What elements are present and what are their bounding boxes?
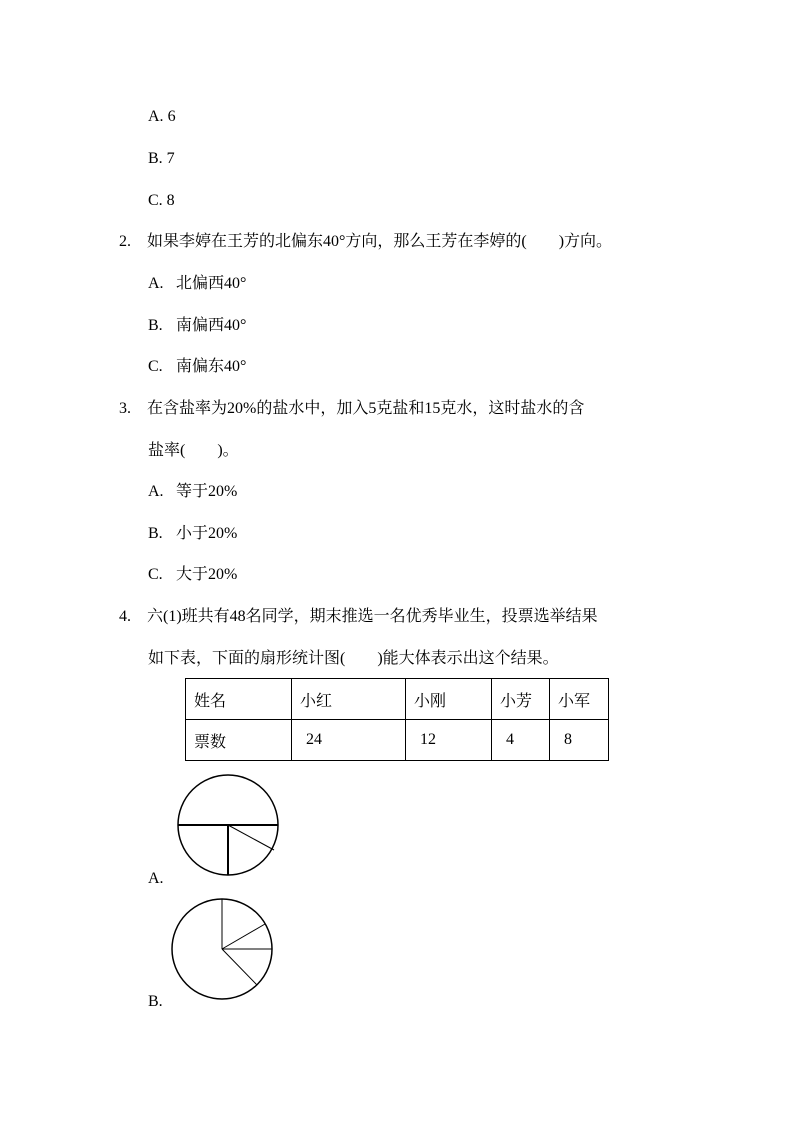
option-text: 8 [166,192,175,209]
pie-divider-upper-right [222,924,265,949]
table-cell: 票数 [186,720,292,761]
prev-option-b [148,149,175,169]
table-cell: 姓名 [186,679,292,720]
option-letter: B. [148,993,163,1010]
q3-option-b [148,524,237,544]
option-letter: C. [148,192,163,209]
q2-option-b [148,316,246,336]
table-header-row [186,679,609,720]
option-text: 南偏西40° [176,317,247,334]
table-cell: 24 [292,720,406,761]
question-text: 在含盐率为20%的盐水中，加入5克盐和15克水，这时盐水的含 [147,400,585,417]
question-text: 盐率( )。 [148,442,239,459]
question-text: 六(1)班共有48名同学，期末推选一名优秀毕业生，投票选举结果 [147,608,598,625]
option-letter: A. [148,108,164,125]
table-cell: 4 [492,720,550,761]
q4-option-a [148,869,164,889]
table-cell: 小芳 [492,679,550,720]
pie-divider-lower-right [222,949,257,985]
table-cell: 小军 [550,679,609,720]
option-letter: C. [148,358,163,375]
pie-chart-option-b [165,893,280,1005]
option-letter: A. [148,275,164,292]
pie-chart-option-a [170,770,285,880]
q4-stem-line1 [119,607,598,627]
q3-option-c [148,565,237,585]
option-text: 等于20% [176,483,238,500]
option-text: 6 [167,108,176,125]
q3-option-a [148,482,237,502]
table-cell: 8 [550,720,609,761]
vote-table [185,678,609,761]
question-text: 如果李婷在王芳的北偏东40°方向，那么王芳在李婷的( )方向。 [147,233,613,250]
q3-stem-line1 [119,399,584,419]
option-letter: A. [148,483,164,500]
table-cell: 小红 [292,679,406,720]
option-letter: B. [148,525,163,542]
option-letter: A. [148,870,164,887]
question-number: 4. [119,608,131,625]
option-text: 7 [166,150,175,167]
q4-option-b [148,992,163,1012]
table-cell: 小刚 [406,679,492,720]
q2-option-a [148,274,246,294]
option-text: 北偏西40° [176,275,247,292]
q3-stem-line2 [148,441,239,461]
question-text: 如下表，下面的扇形统计图( )能大体表示出这个结果。 [148,650,559,667]
option-letter: B. [148,150,163,167]
option-text: 大于20% [176,566,238,583]
option-text: 小于20% [176,525,238,542]
prev-option-a [148,107,176,127]
option-letter: B. [148,317,163,334]
option-letter: C. [148,566,163,583]
q2-stem [119,232,612,252]
q4-stem-line2 [148,649,559,669]
table-row [186,720,609,761]
table-cell: 12 [406,720,492,761]
option-text: 南偏东40° [176,358,247,375]
question-number: 2. [119,233,131,250]
pie-divider-diagonal [228,825,274,850]
question-number: 3. [119,400,131,417]
q2-option-c [148,357,246,377]
prev-option-c [148,191,175,211]
